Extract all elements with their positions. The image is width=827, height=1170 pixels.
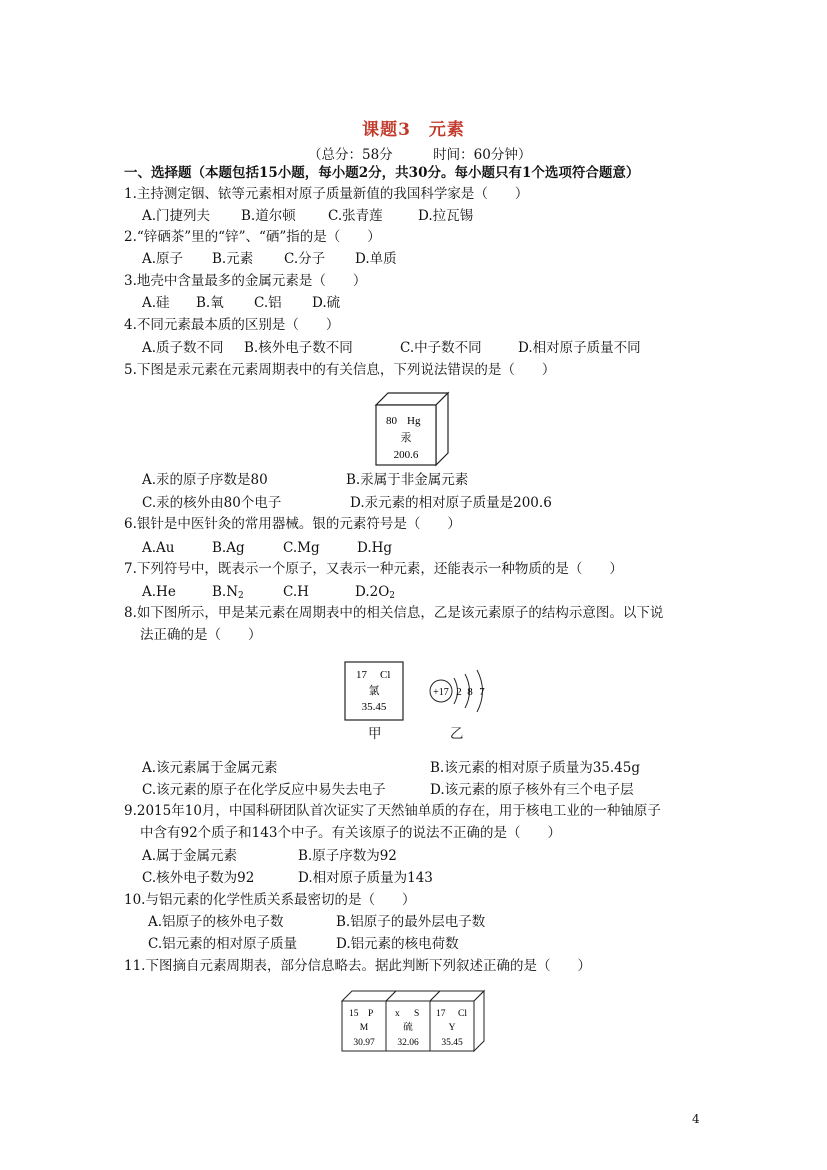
question-9-option-c: C.核外电子数为92 (142, 870, 255, 886)
mercury-element-cell (374, 391, 450, 467)
cell-p-mass: 30.97 (353, 1038, 375, 1048)
question-7-option-a: A.He (142, 584, 176, 600)
chlorine-element-cell (344, 661, 404, 721)
cell-s-number: x (395, 1009, 400, 1019)
cell-s-symbol: S (414, 1009, 420, 1019)
question-6-option-b: B.Ag (212, 540, 245, 556)
mercury-name: 汞 (400, 432, 412, 444)
question-7-option-d: $D.2O_2$ (355, 584, 396, 601)
question-7-stem: 7.下列符号中，既表示一个原子，又表示一种元素，还能表示一种物质的是（ ） (124, 561, 623, 577)
question-2-stem: 2.“锌硒茶”里的“锌”、“硒”指的是（ ） (124, 229, 381, 245)
exam-meta: （总分：58分 时间：60分钟） (308, 147, 532, 163)
question-9-option-a: A.属于金属元素 (142, 848, 238, 864)
question-2-option-c: C.分子 (284, 251, 326, 267)
mercury-mass: 200.6 (393, 449, 419, 461)
question-9-option-d: D.相对原子质量为143 (298, 870, 433, 886)
periodic-table-excerpt (340, 989, 492, 1053)
chlorine-name: 氯 (368, 685, 380, 697)
question-5-option-c: C.汞的核外由80个电子 (142, 495, 282, 511)
cell-cl-symbol: Cl (458, 1009, 467, 1019)
question-8-stem-line1: 8.如下图所示，甲是某元素在周期表中的相关信息，乙是该元素原子的结构示意图。以下说 (124, 605, 664, 621)
cell-s-name: 硫 (403, 1023, 413, 1033)
chlorine-cell (430, 991, 484, 1051)
question-6-option-d: D.Hg (357, 540, 393, 556)
chlorine-atom-diagram (424, 664, 494, 720)
nucleus-charge: +17 (433, 687, 449, 698)
question-2-option-d: D.单质 (355, 251, 397, 267)
question-3-option-a: A.硅 (142, 295, 170, 311)
shell-2-electrons: 8 (467, 686, 473, 698)
figure-label-yi: 乙 (450, 726, 464, 742)
question-6-stem: 6.银针是中医针灸的常用器械。银的元素符号是（ ） (124, 516, 461, 532)
shell-1-electrons: 2 (456, 686, 462, 698)
question-1-option-b: B.道尔顿 (241, 208, 296, 224)
figure-label-jia: 甲 (368, 726, 382, 742)
page-title: 课题3 元素 (362, 120, 465, 140)
question-3-option-c: C.铝 (254, 295, 282, 311)
cell-cl-name: Y (448, 1023, 456, 1033)
question-7-option-b: $B.N_2$ (212, 584, 244, 601)
section-heading: 一、选择题（本题包括15小题，每小题2分，共30分。每小题只有1个选项符合题意） (124, 165, 640, 181)
mercury-symbol: Hg (407, 415, 421, 427)
cell-p-number: 15 (349, 1009, 359, 1019)
question-10-option-a: A.铝原子的核外电子数 (148, 914, 284, 930)
question-9-stem-line2: 中含有92个质子和143个中子。有关该原子的说法不正确的是（ ） (140, 825, 561, 841)
page-number: 4 (692, 1112, 700, 1126)
chlorine-symbol: Cl (380, 669, 391, 681)
question-4-option-d: D.相对原子质量不同 (518, 340, 641, 356)
question-8-stem-line2: 法正确的是（ ） (140, 627, 262, 643)
question-10-option-d: D.铝元素的核电荷数 (336, 936, 459, 952)
question-4-option-b: B.核外电子数不同 (244, 340, 353, 356)
shell-3-electrons: 7 (479, 686, 485, 698)
question-1-option-d: D.拉瓦锡 (418, 208, 474, 224)
cell-cl-number: 17 (436, 1009, 446, 1019)
question-9-stem-line1: 9.2015年10月，中国科研团队首次证实了天然铀单质的存在，用于核电工业的一种铀原子 (124, 803, 661, 819)
question-3-stem: 3.地壳中含量最多的金属元素是（ ） (124, 273, 367, 289)
question-10-option-b: B.铝原子的最外层电子数 (336, 914, 486, 930)
question-8-option-a: A.该元素属于金属元素 (142, 760, 278, 776)
question-5-option-d: D.汞元素的相对原子质量是200.6 (350, 495, 552, 511)
question-5-option-a: A.汞的原子序数是80 (142, 472, 268, 488)
question-8-option-c: C.该元素的原子在化学反应中易失去电子 (142, 782, 386, 798)
question-2-option-a: A.原子 (142, 251, 184, 267)
question-1-stem: 1.主持测定铟、铱等元素相对原子质量新值的我国科学家是（ ） (124, 186, 529, 202)
cell-p-symbol: P (368, 1009, 374, 1019)
question-11-stem: 11.下图摘自元素周期表，部分信息略去。据此判断下列叙述正确的是（ ） (124, 958, 591, 974)
question-10-stem: 10.与铝元素的化学性质关系最密切的是（ ） (124, 892, 416, 908)
question-2-option-b: B.元素 (212, 251, 254, 267)
question-8-option-d: D.该元素的原子核外有三个电子层 (430, 782, 634, 798)
mercury-number: 80 (386, 415, 397, 427)
question-9-option-b: B.原子序数为92 (298, 848, 397, 864)
question-1-option-c: C.张青莲 (328, 208, 383, 224)
question-5-stem: 5.下图是汞元素在元素周期表中的有关信息，下列说法错误的是（ ） (124, 362, 556, 378)
question-3-option-d: D.硫 (312, 295, 341, 311)
cell-cl-mass: 35.45 (441, 1038, 463, 1048)
question-4-option-a: A.质子数不同 (142, 340, 224, 356)
chlorine-number: 17 (356, 669, 367, 681)
question-4-option-c: C.中子数不同 (400, 340, 482, 356)
cell-s-mass: 32.06 (397, 1038, 419, 1048)
question-5-option-b: B.汞属于非金属元素 (346, 472, 469, 488)
question-1-option-a: A.门捷列夫 (142, 208, 211, 224)
cell-p-name: M (359, 1023, 369, 1033)
question-4-stem: 4.不同元素最本质的区别是（ ） (124, 317, 340, 333)
question-8-option-b: B.该元素的相对原子质量为35.45g (430, 760, 641, 776)
question-6-option-c: C.Mg (283, 540, 320, 556)
chlorine-mass: 35.45 (361, 701, 387, 713)
question-3-option-b: B.氧 (196, 295, 224, 311)
question-10-option-c: C.铝元素的相对原子质量 (148, 936, 298, 952)
question-7-option-c: C.H (283, 584, 309, 600)
question-6-option-a: A.Au (142, 540, 175, 556)
